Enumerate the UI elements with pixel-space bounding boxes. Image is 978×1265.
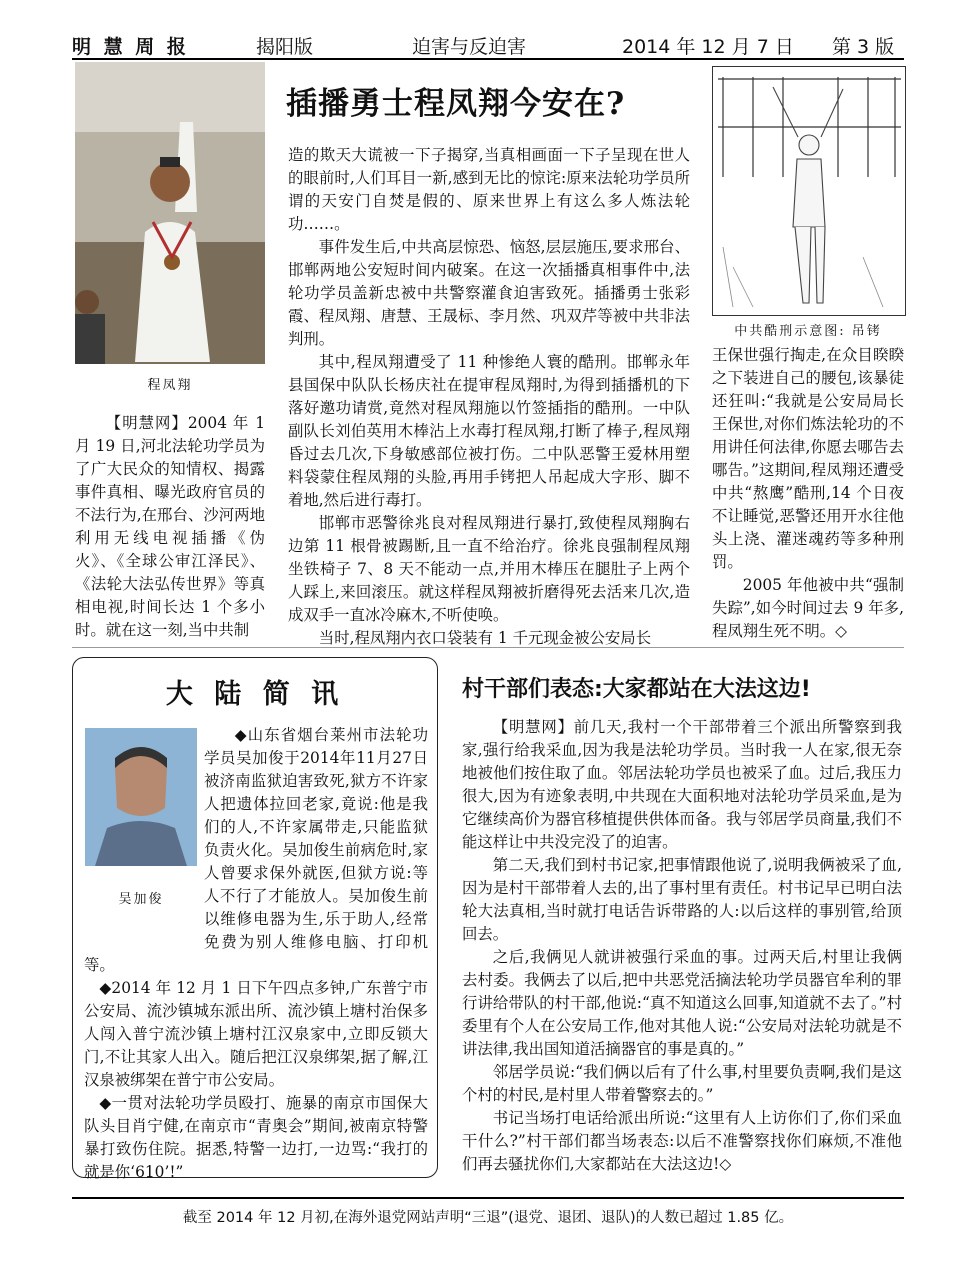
paragraph: 第二天,我们到村书记家,把事情跟他说了,说明我俩被采了血,因为是村干部带着人去的,出了事村里有责任。村书记早已明白法轮大法真相,当时就打电话告诉带路的人:以后这样的事别管,给顶回去。 (462, 856, 902, 943)
article-column-middle (288, 144, 690, 650)
article2-body (462, 716, 902, 1176)
article2-title: 村干部们表态:大家都站在大法这边! (462, 677, 811, 702)
page-number: 第 3 版 (832, 36, 895, 58)
briefs-text (84, 724, 428, 1184)
paragraph: 【明慧网】前几天,我村一个干部带着三个派出所警察到我家,强行给我采血,因为我是法轮功学员。当时我一人在家,很无奈地被他们按住取了血。邻居法轮功学员也被采了血。过后,我压力很大,因为有迹象表明,中共现在大面积地对法轮功学员采血,是为它继续高价为器官移植提供供体而备。我与邻居学员商量,我们不能这样让中共没完没了的迫害。 (462, 718, 902, 851)
paragraph: 书记当场打电话给派出所说:“这里有人上访你们了,你们采血干什么?”村干部们都当场表态:以后不准警察找你们麻烦,不准他们再去骚扰你们,大家都站在大法这边!◇ (462, 1109, 902, 1173)
paragraph: 2005 年他被中共“强制失踪”,如今时间过去 9 年多,程凤翔生死不明。◇ (712, 576, 904, 640)
footer-rule (72, 1197, 904, 1199)
paragraph: 其中,程凤翔遭受了 11 种惨绝人寰的酷刑。邯郸永年县国保中队队长杨庆社在提审程凤翔时,为得到插播机的下落好邀功请赏,竟然对程凤翔施以竹签插指的酷刑。一中队副队长刘伯英用木棒沾上水毒打程凤翔,打断了棒子,程凤翔昏过去几次,下身敏感部位被打伤。二中队恶警王爱林用塑料袋蒙住程凤翔的头脸,再用手铐把人吊起成大字形、脚不着地,然后进行毒打。 (288, 353, 690, 509)
masthead-rule (72, 58, 904, 60)
cheng-fengxiang-photo (75, 62, 265, 364)
article-column-right (712, 344, 904, 643)
paragraph: 之后,我俩见人就讲被强行采血的事。过两天后,村里让我俩去村委。我俩去了以后,把中共恶党活摘法轮功学员器官牟利的罪行讲给带队的村干部,他说:“真不知道这么回事,知道就不去了。”村委里有个人在公安局工作,他对其他人说:“公安局对法轮功就是不讲法律,我出国知道活摘器官的事是真的。” (462, 948, 902, 1058)
paragraph: 邯郸市恶警徐兆良对程凤翔进行暴打,致使程凤翔胸右边第 11 根骨被踢断,且一直不给治疗。徐兆良强制程凤翔坐铁椅子 7、8 天不能动一点,并用木棒压在腿肚子上两个人踩上,来回滚压。就这样程凤翔被折磨得死去活来几次,造成双手一直冰冷麻木,不听使唤。 (288, 514, 690, 624)
masthead (72, 30, 904, 58)
photo-caption: 程凤翔 (147, 378, 193, 393)
briefs-photo-caption: 吴加俊 (118, 892, 164, 907)
paragraph: 当时,程凤翔内衣口袋装有 1 千元现金被公安局长 (318, 629, 652, 647)
paragraph: 造的欺天大谎被一下子揭穿,当真相画面一下子呈现在世人的眼前时,人们耳目一新,感到无比的惊诧:原来法轮功学员所谓的天安门自焚是假的、原来世界上有这么多人炼法轮功……。 (288, 146, 690, 233)
edition-label: 揭阳版 (256, 36, 314, 58)
illustration-caption: 中共酷刑示意图: 吊铐 (734, 324, 882, 339)
paragraph: 邻居学员说:“我们俩以后有了什么事,村里要负责啊,我们是这个村的村民,是村里人带着警察去的。” (462, 1063, 902, 1104)
paragraph: 王保世强行掏走,在众目睽睽之下装进自己的腰包,该暴徒还狂叫:“我就是公安局局长王保世,对你们炼法轮功的不用讲任何法律,你愿去哪告去哪告。”这期间,程凤翔还遭受中共“熬鹰”酷刑,14 个日夜不让睡觉,恶警还用开水往他头上浇、灌迷魂药等多种刑罚。 (712, 346, 904, 571)
brief-item: ◆山东省烟台莱州市法轮功学员吴加俊于2014年11月27日被济南监狱迫害致死,狱方不许家人把遗体拉回老家,竟说:他是我们的人,不许家属带走,只能监狱负责火化。吴加俊生前病危时,家人曾要求保外就医,但狱方说:等人不行了才能放人。吴加俊生前以维修电器为生,乐于助人,经常免费为别人维修电脑、打印机等。 (84, 726, 428, 974)
footer-notice: 截至 2014 年 12 月初,在海外退党网站声明“三退”(退党、退团、退队)的人数已超过 1.85 亿。 (182, 1210, 794, 1226)
brief-item: ◆一贯对法轮功学员殴打、施暴的南京市国保大队头目肖宁健,在南京市“青奥会”期间,被南京特警暴打致伤住院。据悉,特警一边打,一边骂:“我打的就是你‘610’!” (84, 1094, 428, 1181)
paper-name: 明 慧 周 报 (72, 36, 189, 58)
photo-spacer (84, 724, 204, 932)
section-divider (72, 647, 904, 648)
brief-item: ◆2014 年 12 月 1 日下午四点多钟,广东普宁市公安局、流沙镇城东派出所、流沙镇上塘村治保多人闯入普宁流沙镇上塘村江汉泉家中,立即反锁大门,不让其家人出入。随后把江汉泉绑架,据了解,江汉泉被绑架在普宁市公安局。 (84, 979, 428, 1089)
article-title: 插播勇士程凤翔今安在? (286, 86, 626, 122)
article-column-left (75, 412, 265, 642)
issue-date: 2014 年 12 月 7 日 (622, 36, 794, 58)
lead-paragraph: 【明慧网】2004 年 1 月 19 日,河北法轮功学员为了广大民众的知情权、揭露事件真相、曝光政府官员的不法行为,在邢台、沙河两地利用无线电视插播《伪火》、《全球公审江泽民》、《法轮大法弘传世界》等真相电视,时间长达 1 个多小时。就在这一刻,当中共制 (75, 414, 265, 639)
section-label: 迫害与反迫害 (412, 36, 527, 58)
paragraph: 事件发生后,中共高层惊恐、恼怒,层层施压,要求邢台、邯郸两地公安短时间内破案。在这一次插播真相事件中,法轮功学员盖新忠被中共警察灌食迫害致死。插播勇士张彩霞、程凤翔、唐慧、王晟标、李月然、巩双芹等被中共非法判刑。 (288, 238, 690, 348)
briefs-title: 大 陆 简 讯 (165, 679, 345, 710)
torture-illustration (712, 66, 906, 316)
